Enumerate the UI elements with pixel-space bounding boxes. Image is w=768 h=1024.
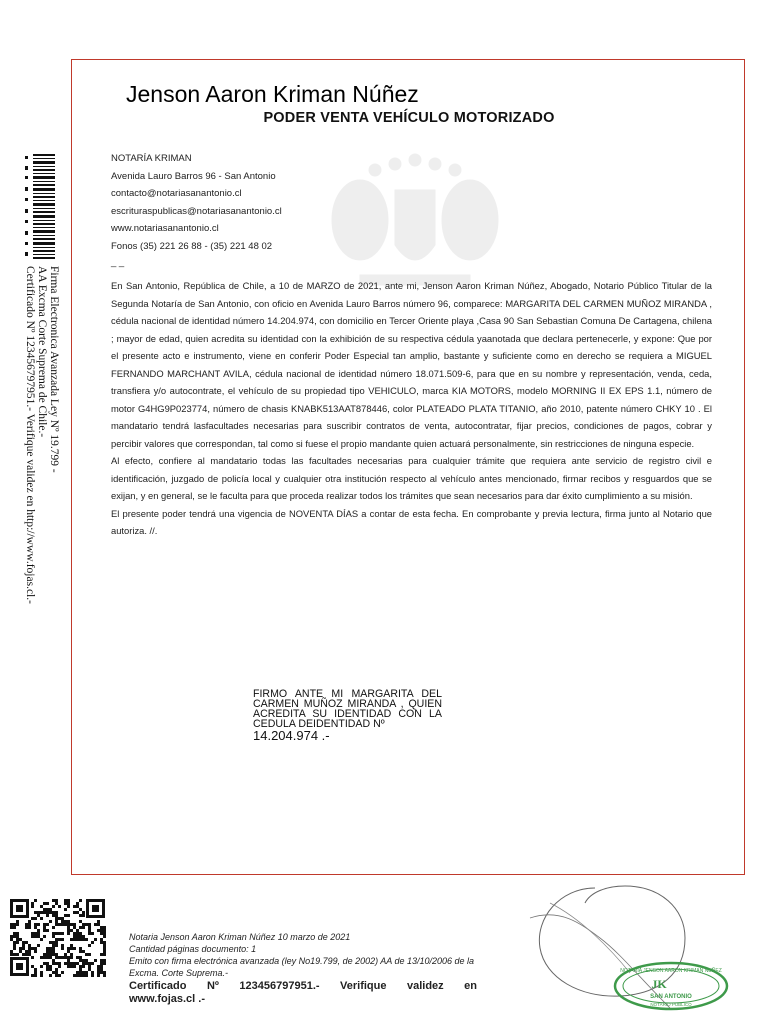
deed-paragraph-validity: El presente poder tendrá una vigencia de NOVENTA DÍAS a contar de esta fecha. En comprobante y previa lectura, firma junto al Notario que autoriza. //. (111, 507, 712, 536)
side-certification-lines (24, 266, 60, 604)
footer-page-count: Cantidad páginas documento: 1 (129, 944, 257, 954)
notary-seal-stamp (612, 960, 730, 1012)
verification-qr-code (9, 898, 106, 977)
footer-notary-date: Notaria Jenson Aaron Kriman Núñez 10 marzo de 2021 (129, 932, 351, 942)
deed-paragraph-main: En San Antonio, República de Chile, a 10 de MARZO de 2021, ante mi, Jenson Aaron Kriman Núñez, Abogado, Notario Público Titular de la Segunda Notaría de San Antonio, con oficio en Avenida Lauro Barros número 96, comparece: MARGARITA DEL CARMEN MUÑOZ MIRANDA , cédula nacional de identidad número 14.204.974, con domicilio en Tercer Oriente playa ,Casa 90 San Sebastian Comuna De Cartagena, chilena ; mayor de edad, quien acredita su identidad con la exhibición de su respectiva cédula yaanotada que declara pertenecerle, y expone: Que por el presente acto e instrumento, viene en conferir Poder Especial tan amplio, bastante y suficiente como en derecho se requiera a MIGUEL FERNANDO MARCHANT AVILA, cédula nacional de identidad número 18.071.509-6, para que en su nombre y representación, venda, ceda, transfiera y/o autocontrate, el vehículo de su propiedad tipo VEHICULO, marca KIA MOTORS, modelo MORNING II EX EPS 1.1, número de motor G4HG9P023774, número de chasis KNABK513AAT878446, color PLATEADO PLATA TITANIO, año 2010, patente número CHKY 10 . El mandatario tendrá lasfacultades necesarias para suscribir contratos de venta, autocontratar, fijar precios, condiciones de pagos, cobrar y percibir valores que correspondan, tal como si fuese el propio mandante quien actuará personalmente, sin restricciones de ninguna especie. (111, 280, 712, 449)
side-certification-text (24, 266, 60, 604)
svg-text:JK: JK (651, 977, 667, 991)
stamp-top-text: NOTARIA JENSON AARON KRIMAN NUÑEZ (620, 968, 722, 974)
stamp-center-text: SAN ANTONIO (650, 994, 692, 1000)
notary-phones: Fonos (35) 221 26 88 - (35) 221 48 02 (111, 241, 273, 252)
stamp-bottom-text: NOTARIO PUBLICO (650, 1002, 692, 1007)
notary-contact-email: contacto@notariasanantonio.cl (111, 188, 242, 199)
electronic-signature-footer (129, 931, 477, 1006)
footer-certificate: Certificado Nº 123456797951.- Verifique validez en (129, 980, 477, 992)
side-line-2: AA Excma Corte Suprema de Chile.- (36, 266, 48, 438)
notary-deeds-email: escrituraspublicas@notariasanantonio.cl (111, 206, 282, 217)
side-line-3: Certificado Nº 123456797951.- Verifique validez en http://www.fojas.cl.- (24, 266, 36, 604)
notary-website: www.notariasanantonio.cl (111, 223, 219, 234)
deed-body (111, 277, 712, 540)
document-title: PODER VENTA VEHÍCULO MOTORIZADO (263, 110, 555, 126)
signature-attestation (253, 689, 442, 742)
attestation-id-number: 14.204.974 .- (253, 728, 330, 743)
notary-name-heading: Jenson Aaron Kriman Núñez (126, 81, 419, 107)
deed-paragraph-powers: Al efecto, confiere al mandatario todas las facultades necesarias para cualquier trámite que requiera ante servicio de registro civil e identificación, juzgado de policía local y cualquier otra institución respecto al vehículo antes mencionado, firmar recibos y resguardos que se exijan, y en general, se le faculta para que proceda realizar todos los trámites que sean necesarios para dar éxito cumplimiento a su misión. (111, 455, 712, 501)
side-line-1: Firma Electronica Avanzada Ley Nº 19.799 - (48, 266, 60, 473)
notary-address: Avenida Lauro Barros 96 - San Antonio (111, 171, 276, 182)
footer-verify-link[interactable]: www.fojas.cl .- (129, 993, 205, 1005)
separator-mark: _ _ (111, 257, 125, 268)
side-barcode (24, 154, 56, 259)
notary-office-name: NOTARÍA KRIMAN (111, 153, 192, 164)
attestation-text: FIRMO ANTE MI MARGARITA DEL CARMEN MUÑOZ MIRANDA , QUIEN ACREDITA SU IDENTIDAD CON LA CEDULA DEIDENTIDAD Nº (253, 688, 442, 730)
footer-legal-note: Emito con firma electrónica avanzada (ley No19.799, de 2002) AA de 13/10/2006 de la Excma. Corte Suprema.- (129, 956, 475, 978)
